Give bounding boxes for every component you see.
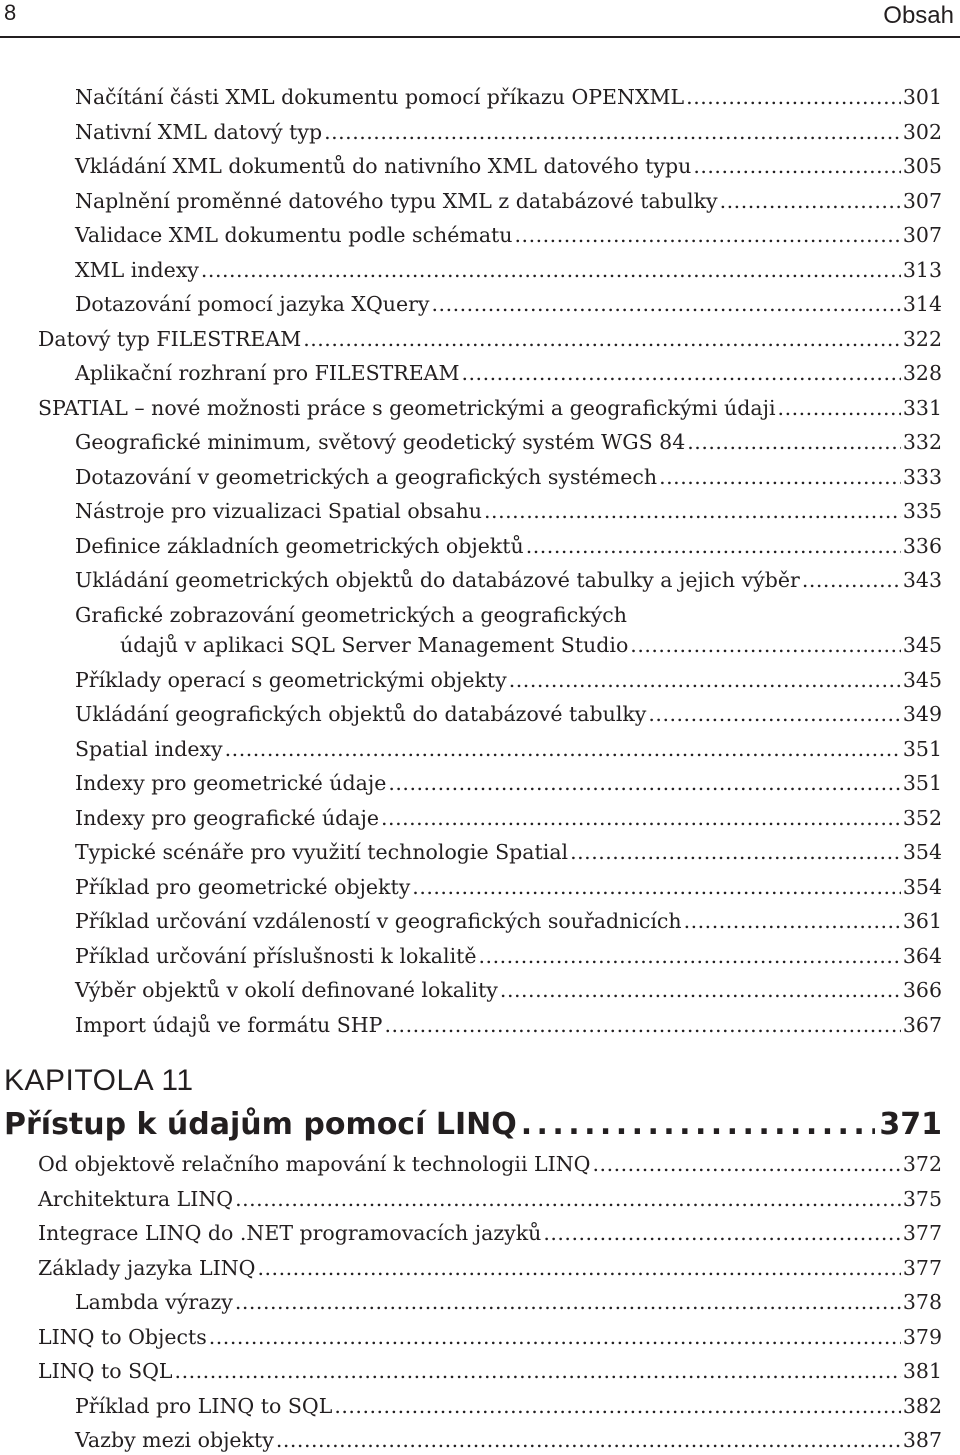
dot-leader [720,186,901,216]
dot-leader [687,427,901,457]
toc-entry [0,1391,942,1421]
dot-leader [684,906,901,936]
toc-entry [0,289,942,319]
toc-entry-page: 379 [902,1324,942,1349]
toc-entry-title: Architektura LINQ [38,1186,234,1211]
toc-entry-page: 377 [902,1221,942,1245]
toc-entry-page: 305 [902,154,942,178]
toc-entry-title: Od objektově relačního mapování k technologii LINQ [38,1152,591,1176]
toc-entry-page: 332 [902,430,942,454]
toc-entry-page: 351 [902,771,942,795]
dot-leader [500,975,901,1005]
toc-entry-title: Validace XML dokumentu podle schématu [75,223,513,247]
toc-entry-title: Ukládání geometrických objektů do databázové tabulky a jejich výběr [75,568,800,592]
toc-entry-title: LINQ to Objects [38,1324,207,1349]
dot-leader [526,531,901,561]
dot-leader [543,1218,901,1248]
dot-leader [201,255,901,285]
toc-entry-page: 354 [902,874,942,899]
toc-entry [0,1322,942,1352]
toc-entry-page: 335 [902,499,942,523]
toc-entry [0,393,942,423]
dot-leader [521,1103,876,1147]
toc-entry-page: 345 [902,667,942,692]
toc-entry-title-line2: údajů v aplikaci SQL Server Management Studio [120,633,629,657]
dot-leader [778,393,901,423]
toc-entry-page: 301 [902,85,942,109]
toc-entry [0,699,942,729]
toc-entry-page: 354 [902,840,942,864]
toc-entry-title: Nativní XML datový typ [75,119,323,144]
chapter-title-row [4,1103,942,1147]
toc-entry [0,427,942,457]
toc-entry [0,768,942,798]
dot-leader [630,630,901,660]
toc-entry [0,531,942,561]
dot-leader [515,220,901,250]
toc-entry [0,496,942,526]
dot-leader [175,1356,901,1386]
toc-entry-page: 361 [902,909,942,933]
toc-entry-page: 377 [902,1255,942,1280]
toc-entry-title: Datový typ FILESTREAM [38,326,302,351]
dot-leader [235,1287,901,1317]
dot-leader [659,462,901,492]
toc-entry-title: Dotazování pomocí jazyka XQuery [75,292,430,316]
toc-entry-page: 307 [902,223,942,247]
dot-leader [648,699,900,729]
toc-entry [0,1253,942,1283]
toc-entry-page: 328 [902,361,942,385]
toc-entry-title: Geografické minimum, světový geodetický systém WGS 84 [75,430,686,454]
toc-entry [0,975,942,1005]
toc-entry [0,872,942,902]
toc-entry [0,220,942,250]
toc-entry-title: LINQ to SQL [38,1359,173,1383]
toc-entry-title: Základy jazyka LINQ [38,1255,256,1280]
dot-leader [484,496,901,526]
toc-entry-page: 375 [902,1186,942,1211]
dot-leader [412,872,901,902]
dot-leader [593,1149,901,1179]
dot-leader [334,1391,901,1421]
toc-entry [0,941,942,971]
dot-leader [461,358,900,388]
toc-entry-title: Aplikační rozhraní pro FILESTREAM [75,361,460,385]
dot-leader [324,117,901,147]
toc-entry-title: XML indexy [75,257,199,282]
toc-entry-page: 322 [902,326,942,351]
toc-entry [0,837,942,867]
toc-entry-title: Indexy pro geometrické údaje [75,771,387,795]
toc-entry [0,565,942,595]
toc-entry [0,1149,942,1179]
toc-entry-page: 378 [902,1290,942,1314]
toc-entry-page: 314 [902,292,942,316]
dot-leader [686,82,901,112]
dot-leader [693,151,901,181]
chapter-page-number: 371 [879,1107,942,1142]
toc-entry-title: Příklad pro LINQ to SQL [75,1393,333,1418]
toc-entry-page: 351 [902,736,942,761]
running-head: Obsah [883,2,954,29]
toc-entry [0,734,942,764]
page-header [0,0,960,38]
toc-entry-title: Příklad pro geometrické objekty [75,874,411,899]
toc-entry [0,1010,942,1040]
toc-entry-title: Příklad určování příslušnosti k lokalitě [75,943,477,968]
chapter-title: Přístup k údajům pomocí LINQ [4,1107,517,1142]
toc-entry-page: 367 [902,1012,942,1037]
toc-entry-title: Ukládání geografických objektů do databázové tabulky [75,702,647,726]
toc-entry [0,803,942,833]
toc-entry-title: Definice základních geometrických objektů [75,533,524,558]
toc-entry [0,1287,942,1317]
toc-entry-title: Lambda výrazy [75,1290,233,1314]
toc-entry [0,1356,942,1386]
dot-leader [388,768,901,798]
dot-leader [384,1010,900,1040]
toc-entry-page: 302 [902,119,942,144]
toc-entry [0,1218,942,1248]
toc-entry [0,630,942,660]
toc-entry-title: Import údajů ve formátu SHP [75,1012,383,1037]
toc-entry [0,665,942,695]
toc-entry-page: 382 [902,1393,942,1418]
toc-entry-title: Načítání části XML dokumentu pomocí příkazu OPENXML [75,85,685,109]
toc-entry-title: Příklady operací s geometrickými objekty [75,667,507,692]
dot-leader [802,565,901,595]
toc-entry-title: Dotazování v geometrických a geografických systémech [75,464,658,489]
dot-leader [509,665,901,695]
toc-entry-title: Naplnění proměnné datového typu XML z databázové tabulky [75,188,718,213]
toc-entry-title: Příklad určování vzdáleností v geografických souřadnicích [75,909,682,933]
toc-entry-page: 333 [902,464,942,489]
page-number: 8 [4,0,17,25]
toc-entry-title: Vkládání XML dokumentů do nativního XML datového typu [75,154,692,178]
dot-leader [303,324,901,354]
toc-entry [0,906,942,936]
toc-entry-title-line1: Grafické zobrazování geometrických a geografických [75,602,627,627]
toc-entry-page: 381 [902,1359,942,1383]
toc-entry-title: Nástroje pro vizualizaci Spatial obsahu [75,499,482,523]
dot-leader [276,1425,901,1455]
toc-entry-page: 349 [902,702,942,726]
toc-entry-title: Integrace LINQ do .NET programovacích jazyků [38,1221,542,1245]
toc-entry [0,358,942,388]
toc-entry-page: 343 [902,568,942,592]
toc-entry [0,117,942,147]
toc-entry [0,1184,942,1214]
dot-leader [570,837,901,867]
toc-entry-page: 352 [902,805,942,830]
toc-entry [0,1425,942,1455]
toc-entry [0,151,942,181]
toc-entry-title: SPATIAL – nové možnosti práce s geometrickými a geografickými údaji [38,395,776,420]
dot-leader [225,734,901,764]
toc-entry [0,255,942,285]
toc-entry-page: 336 [902,533,942,558]
dot-leader [257,1253,900,1283]
toc-entry [0,186,942,216]
toc-entry-page: 345 [902,633,942,657]
toc-entry-page: 313 [902,257,942,282]
toc-entry [0,324,942,354]
toc-entry-page: 366 [902,978,942,1002]
toc-entry-title: Indexy pro geografické údaje [75,805,379,830]
toc-entry-title: Vazby mezi objekty [75,1428,274,1452]
dot-leader [381,803,901,833]
toc-entry-page: 364 [902,943,942,968]
toc-entry-page: 372 [902,1152,942,1176]
toc-entry [0,462,942,492]
toc-entry-page: 387 [902,1428,942,1452]
toc-entry-page: 331 [902,395,942,420]
dot-leader [479,941,901,971]
toc-entry-title: Spatial indexy [75,736,223,761]
toc-entry [0,82,942,112]
toc-entry-title: Výběr objektů v okolí definované lokality [75,978,498,1002]
chapter-label: KAPITOLA 11 [4,1064,194,1097]
toc-entry-title: Typické scénáře pro využití technologie Spatial [75,840,569,864]
dot-leader [432,289,901,319]
dot-leader [235,1184,901,1214]
toc-entry-page: 307 [902,188,942,213]
dot-leader [209,1322,901,1352]
